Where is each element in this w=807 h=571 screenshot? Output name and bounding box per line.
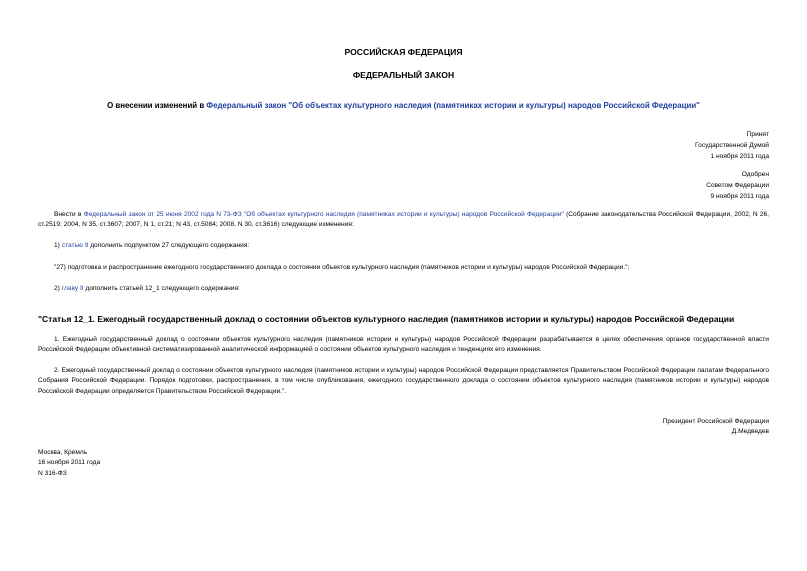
item-2-text: дополнить статьей 12_1 следующего содержания:	[83, 285, 240, 292]
footer-block	[38, 448, 100, 479]
item-1-link[interactable]: статью 9	[61, 242, 89, 249]
intro-law-link[interactable]: Федеральный закон от 25 июня 2002 года N 73-ФЗ "Об объектах культурного наследия (памятниках истории и культуры) народов Российской Федерации"	[83, 211, 564, 218]
signature-position: Президент Российской Федерации	[662, 418, 769, 425]
article-paragraph-2: 2. Ежегодный государственный доклад о состоянии объектов культурного наследия (памятников истории и культуры) народов Российской Федерации представляется Правительством Российской Федерации палатам Федерального Собрания Российской Федерации. Порядок подготовки, распространения, в том числе опубликования, ежегодного государственного доклада о состоянии объектов культурного наследия (памятников истории и культуры) народов Российской Федерации определяется Правительством Российской Федерации.".	[38, 367, 769, 395]
adoption-block	[695, 130, 769, 162]
approved-date: 9 ноября 2011 года	[710, 192, 769, 200]
law-title-prefix: О внесении изменений в	[107, 101, 207, 110]
law-type-heading: ФЕДЕРАЛЬНЫЙ ЗАКОН	[352, 70, 455, 80]
intro-text-end: (Собрание законодательства Российской Федерации, 2002, N 26, ст.2519; 2004, N 35, ст.3607; 2007, N 1, ст.21; N 43, ст.5084; 2008, N 30, ст.3616) следующие изменения:	[38, 211, 769, 229]
intro-paragraph	[38, 210, 769, 231]
item-2-link[interactable]: главу II	[61, 285, 84, 292]
law-title-link[interactable]: Федеральный закон "Об объектах культурного наследия (памятниках истории и культуры) народов Российской Федерации"	[206, 101, 700, 110]
approved-by: Советом Федерации	[706, 181, 769, 189]
footer-date: 16 ноября 2011 года	[38, 459, 101, 467]
item-2	[54, 284, 240, 294]
law-title	[0, 101, 807, 110]
signature-name: Д.Медведев	[731, 428, 769, 436]
item-2-number: 2)	[54, 285, 62, 292]
signature-block	[663, 417, 769, 438]
adopted-by: Государственной Думой	[695, 141, 769, 149]
adopted-date: 1 ноября 2011 года	[710, 152, 769, 160]
footer-number: N 316-ФЗ	[38, 469, 67, 477]
intro-text-start: Внести в	[54, 211, 84, 218]
item-1-number: 1)	[54, 242, 62, 249]
approved-label: Одобрен	[741, 171, 769, 178]
item-1-content: "27) подготовка и распространение ежегодного государственного доклада о состоянии объектов культурного наследия (памятников истории и культуры) народов Российской Федерации.";	[54, 264, 630, 271]
item-1-text: дополнить подпунктом 27 следующего содержания:	[88, 242, 250, 249]
article-paragraph-1: 1. Ежегодный государственный доклад о состоянии объектов культурного наследия (памятников истории и культуры) народов Российской Федерации разрабатывается в целях обеспечения органов государственной власти Российской Федерации объективной систематизированной аналитической информацией о состоянии объектов культурного наследия и тенденциях его изменения.	[38, 336, 769, 354]
approval-block	[706, 170, 769, 202]
footer-place: Москва, Кремль	[38, 449, 88, 456]
adopted-label: Принят	[746, 131, 769, 138]
item-1	[54, 241, 249, 251]
country-heading: РОССИЙСКАЯ ФЕДЕРАЦИЯ	[344, 47, 463, 57]
article-title: "Статья 12_1. Ежегодный государственный доклад о состоянии объектов культурного наследия (памятников истории и культуры) народов Российской Федерации	[38, 314, 735, 324]
